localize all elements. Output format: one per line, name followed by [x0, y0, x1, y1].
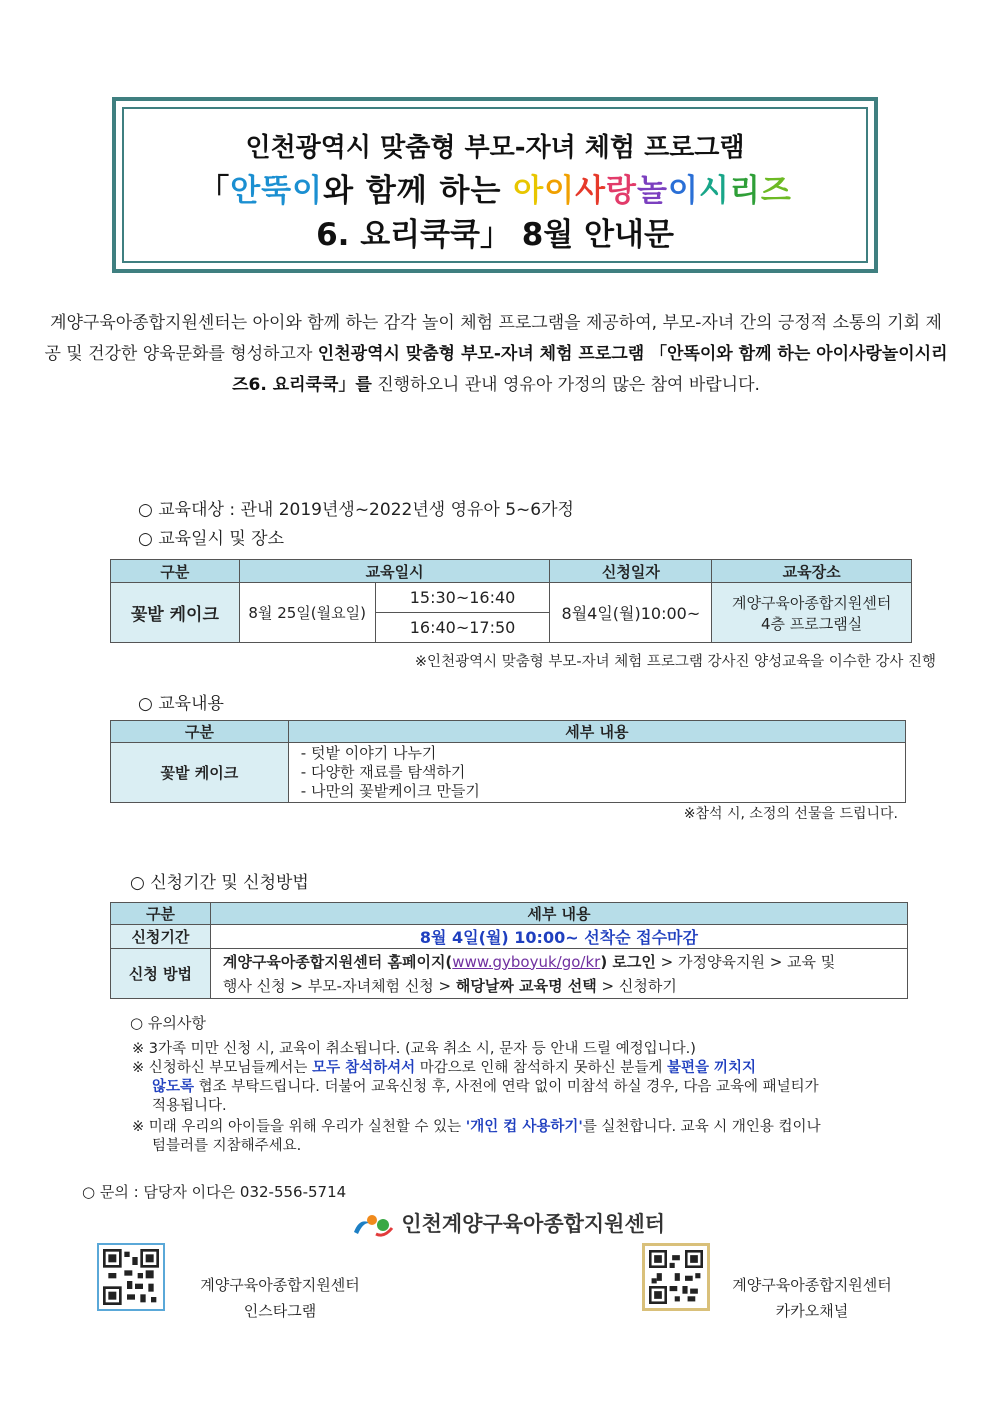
note-item: ※ 신청하신 부모님들께서는 모두 참석하셔서 마감으로 인해 참석하지 못하신 분들게 불편을 끼치지 [132, 1060, 757, 1076]
rainbow-char: 시 [698, 173, 730, 209]
th-detail: 세부 내용 [210, 903, 907, 925]
title-line-2: 「안뚝이와 함께 하는 아이사랑놀이시리즈 [198, 173, 792, 209]
apply-heading: ○ 신청기간 및 신청방법 [130, 873, 309, 893]
rainbow-char: 사 [575, 173, 607, 209]
center-logo: 인천계양구육아종합지원센터 [350, 1208, 665, 1240]
list-item: - 텃밭 이야기 나누기 [300, 744, 437, 762]
place: 계양구육아종합지원센터 4층 프로그램실 [712, 583, 912, 643]
title-line-1: 인천광역시 맞춤형 부모-자녀 체험 프로그램 [245, 133, 745, 163]
notes-list: ※ 3가족 미만 신청 시, 교육이 취소됩니다. (교육 취소 시, 문자 등 안내 드릴 예정입니다.) ※ 신청하신 부모님들께서는 모두 참석하셔서 마감으로 인해 참석하지 못하신 분들게 불편을 끼치지 않도록 협조 부탁드립니다. 더불어 교육신청 후, 사전에 연락 없이 미참석 하실 경우, 다음 교육에 패널티가 적용됩니다. ※ 미래 우리의 아이들을 위해 우리가 실천할 수 있는 '개인 컵 사용하기'를 실천합니다. 교육 시 개인용 컵이나 텀블러를 지참해주세요. [132, 1040, 942, 1156]
list-item: - 나만의 꽃밭케이크 만들기 [300, 782, 480, 800]
contact-line: ○ 문의 : 담당자 이다은 032-556-5714 [82, 1183, 347, 1201]
content-items [288, 743, 905, 803]
th-datetime: 교육일시 [239, 560, 550, 583]
th-detail: 세부 내용 [288, 721, 905, 743]
title-box [122, 107, 868, 263]
rainbow-char: 아 [513, 173, 545, 209]
apply-date: 8월4일(월)10:00~ [550, 583, 712, 643]
rainbow-char: 이 [544, 173, 576, 209]
title-line-3: 6. 요리쿡쿡」 8월 안내문 [316, 217, 674, 253]
period-label: 신청기간 [111, 925, 211, 949]
intro-bold: 인천광역시 맞춤형 부모-자녀 체험 프로그램 「안똑이와 함께 하는 아이사랑놀이시리즈6. 요리쿡쿡」를 [232, 344, 948, 395]
time-slot: 15:30~16:40 [375, 583, 550, 613]
content-table [110, 720, 906, 803]
rainbow-char: 이 [667, 173, 699, 209]
th-place: 교육장소 [712, 560, 912, 583]
method-value: 계양구육아종합지원센터 홈페이지(www.gyboyuk/go/kr) 로그인 > 가정양육지원 > 교육 및 행사 신청 > 부모-자녀체험 신청 > 해당날짜 교육명 선택 > 신청하기 [210, 949, 907, 999]
program-name: 꽃밭 케이크 [111, 743, 289, 803]
th-category: 구분 [111, 721, 289, 743]
intro-paragraph: 계양구육아종합지원센터는 아이와 함께 하는 감각 놀이 체험 프로그램을 제공하여, 부모-자녀 간의 긍정적 소통의 기회 제공 및 건강한 양육문화를 형성하고자 인천광역시 맞춤형 부모-자녀 체험 프로그램 「안똑이와 함께 하는 아이사랑놀이시리즈6. 요리쿡쿡」를 진행하오니 관내 영유아 가정의 많은 참여 바랍니다. [44, 313, 948, 395]
program-date: 8월 25일(월요일) [239, 583, 375, 643]
rainbow-char: 즈 [760, 173, 792, 209]
rainbow-char: 리 [729, 173, 761, 209]
instagram-qr-icon[interactable] [97, 1243, 165, 1311]
rainbow-char: 놀 [637, 173, 668, 209]
list-item: - 다양한 재료를 탐색하기 [300, 763, 466, 781]
th-category: 구분 [111, 560, 240, 583]
th-apply-date: 신청일자 [550, 560, 712, 583]
kakao-qr-icon[interactable] [642, 1243, 710, 1311]
target-line: ○ 교육대상 : 관내 2019년생~2022년생 영유아 5~6가정 [138, 500, 574, 520]
qr-left-label: 계양구육아종합지원센터 인스타그램 [200, 1276, 360, 1320]
period-value: 8월 4일(월) 10:00~ 선착순 접수마감 [210, 925, 907, 949]
gift-note: ※참석 시, 소정의 선물을 드립니다. [683, 806, 898, 822]
note-item: ※ 미래 우리의 아이들을 위해 우리가 실천할 수 있는 '개인 컵 사용하기'를 실천합니다. 교육 시 개인용 컵이나 [132, 1119, 821, 1135]
program-name: 꽃밭 케이크 [111, 583, 240, 643]
center-logo-icon [350, 1210, 394, 1240]
rainbow-char: 랑 [606, 173, 637, 209]
time-slot: 16:40~17:50 [375, 613, 550, 643]
title-blue-word: 안뚝이 [230, 173, 324, 209]
apply-table [110, 902, 908, 999]
method-label: 신청 방법 [111, 949, 211, 999]
content-heading: ○ 교육내용 [138, 694, 224, 714]
schedule-note: ※인천광역시 맞춤형 부모-자녀 체험 프로그램 강사진 양성교육을 이수한 강사 진행 [414, 654, 936, 670]
homepage-link[interactable]: www.gyboyuk/go/kr [452, 952, 601, 971]
notes-heading: ○ 유의사항 [130, 1014, 206, 1032]
note-item: ※ 3가족 미만 신청 시, 교육이 취소됩니다. (교육 취소 시, 문자 등 안내 드릴 예정입니다.) [132, 1041, 696, 1057]
schedule-table [110, 559, 912, 643]
qr-right-label: 계양구육아종합지원센터 카카오채널 [732, 1276, 892, 1320]
datetime-heading: ○ 교육일시 및 장소 [138, 529, 284, 549]
th-category: 구분 [111, 903, 211, 925]
